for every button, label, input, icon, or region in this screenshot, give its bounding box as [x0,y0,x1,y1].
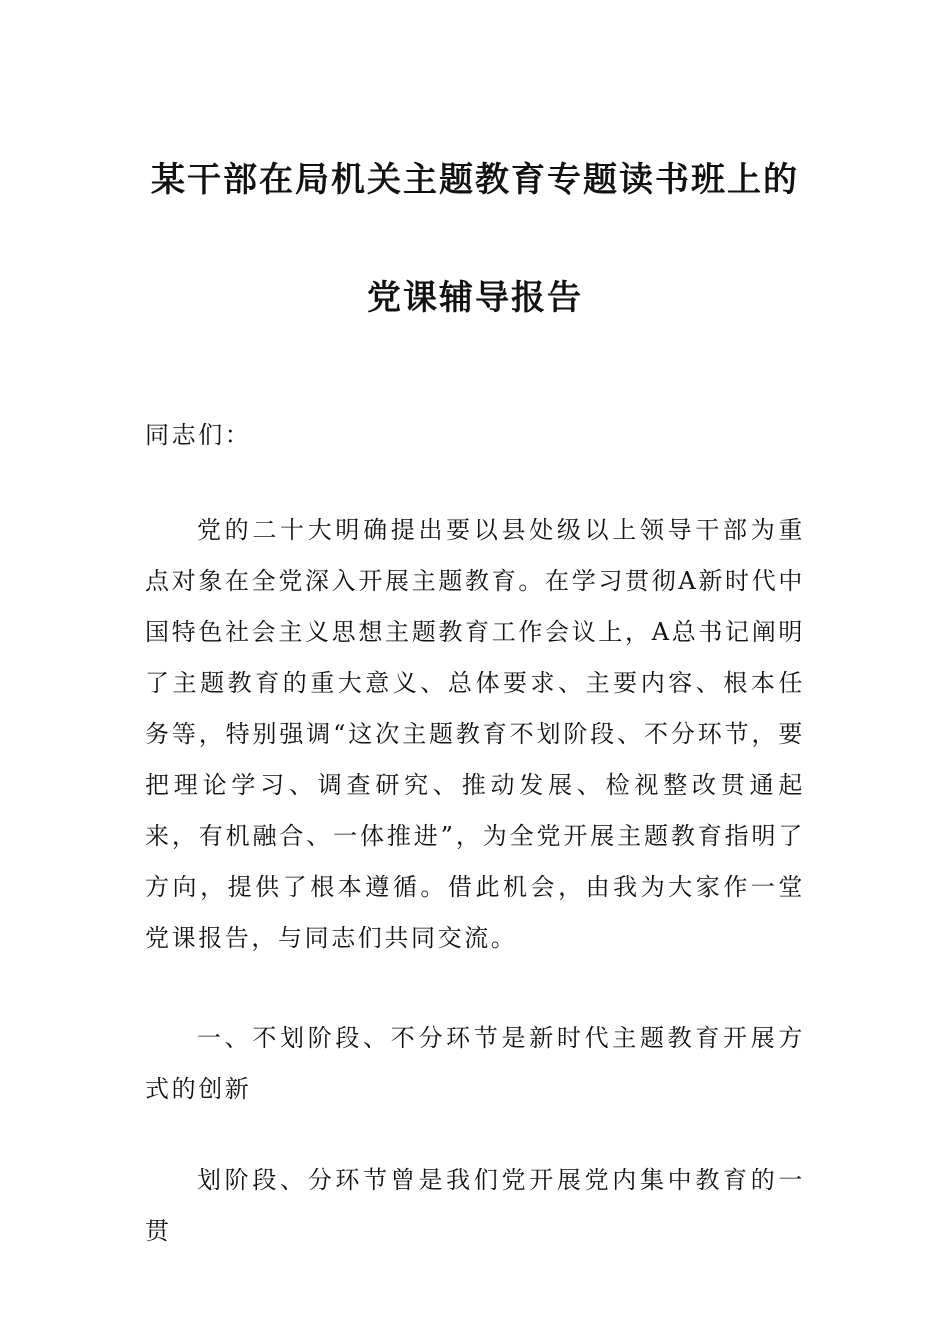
section-heading-1: 一、不划阶段、不分环节是新时代主题教育开展方式的创新 [145,1024,805,1103]
document-title-line-1: 某干部在局机关主题教育专题读书班上的 [151,160,799,200]
body-paragraph-1: 党的二十大明确提出要以县处级以上领导干部为重点对象在全党深入开展主题教育。在学习贯彻A新时代中国特色社会主义思想主题教育工作会议上，A总书记阐明了主题教育的重大意义、总体要求、主要内容、根本任务等，特别强调“这次主题教育不划阶段、不分环节，要把理论学习、调查研究、推动发展、检视整改贯通起来，有机融合、一体推进”，为全党开展主题教育指明了方向，提供了根本遵循。借此机会，由我为大家作一堂党课报告，与同志们共同交流。 [145,516,805,952]
document-title-line-2: 党课辅导报告 [367,278,583,318]
body-paragraph-2: 划阶段、分环节曾是我们党开展党内集中教育的一贯 [145,1166,805,1245]
salutation: 同志们： [145,421,252,449]
